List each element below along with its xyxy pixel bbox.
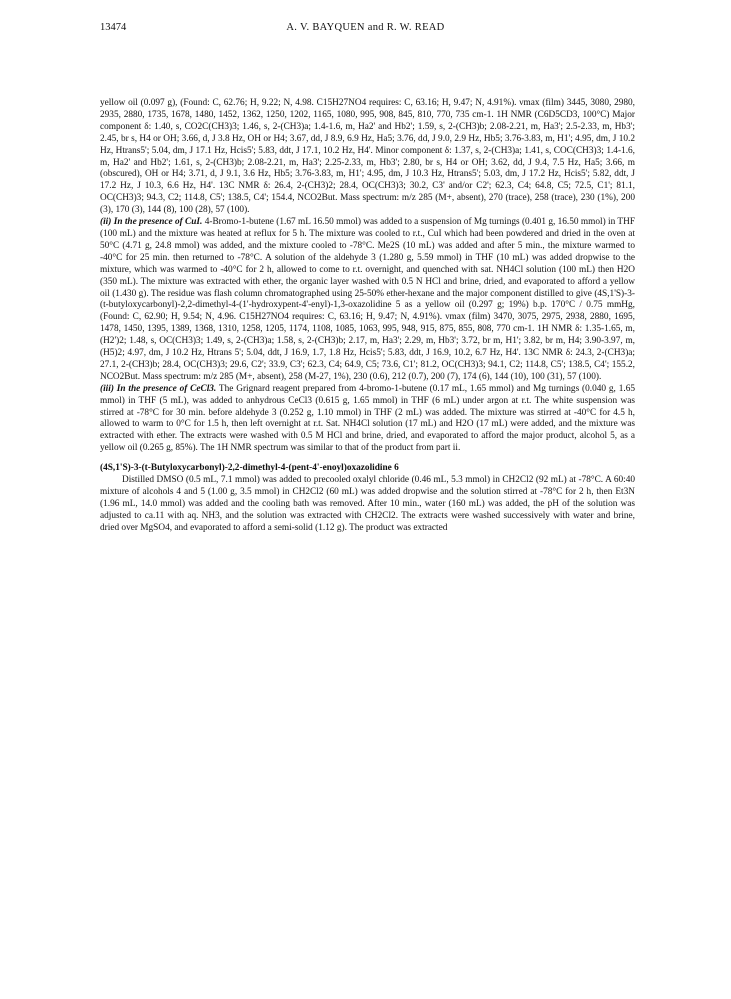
running-header [100, 22, 631, 38]
page-number: 13474 [100, 22, 127, 33]
paragraph-label: (ii) In the presence of CuI. [100, 217, 203, 228]
running-header-authors: A. V. BAYQUEN and R. W. READ [286, 22, 445, 33]
section-heading: (4S,1'S)-3-(t-Butyloxycarbonyl)-2,2-dimethyl-4-(pent-4'-enoyl)oxazolidine 6 [100, 463, 399, 474]
paragraph-cecl3-method [100, 384, 635, 455]
article-body [100, 98, 635, 535]
paragraph-cui-method [100, 217, 635, 384]
paragraph-text: 4-Bromo-1-butene (1.67 mL 16.50 mmol) was added to a suspension of Mg turnings (0.401 g, 16.50 mmol) in THF (100 mL) and the mixture was heated at reflux for 5 h. The mixture was cooled to r.t., CuI which had been powdered and dried in the oven at 50°C (4.71 g, 24.8 mmol) was added, and the mixture cooled to -78°C. Me2S (10 mL) was added and after 5 min., the mixture warmed to -40°C for 25 min. then returned to -78°C. A solution of the aldehyde 3 (1.280 g, 5.59 mmol) in THF (10 mL) was added dropwise to the mixture, which was warmed to -40°C for 2 h, allowed to come to r.t. overnight, and quenched with sat. NH4Cl solution (100 mL) then H2O (350 mL). The mixture was extracted with ether, the organic layer washed with 0.5 N HCl and brine, dried, and evaporated to afford a yellow oil (1.430 g). The residue was flash column chromatographed using 25-50% ether-hexane and the major component distilled to give (4S,1'S)-3-(t-butyloxycarbonyl)-2,2-dimethyl-4-(1'-hydroxypent-4'-enyl)-1,3-oxazolidine 5 as a yellow oil (0.297 g; 19%) b.p. 170°C / 0.75 mmHg, (Found: C, 62.90; H, 9.54; N, 4.96. C15H27NO4 requires: C, 63.16; H, 9.47; N, 4.91%). νmax (film) 3470, 3075, 2975, 2938, 2880, 1695, 1478, 1450, 1395, 1389, 1368, 1310, 1258, 1205, 1174, 1108, 1085, 1063, 995, 948, 915, 875, 855, 808, 770 cm-1. 1H NMR δ: 1.35-1.65, m, (H2')2; 1.48, s, OC(CH3)3; 1.49, s, 2-(CH3)a; 1.58, s, 2-(CH3)b; 2.17, m, Ha3'; 2.29, m, Hb3'; 3.72, br m, H1'; 3.82, br m, H4; 3.90-3.97, m, (H5)2; 4.97, dm, J 10.2 Hz, Htrans 5'; 5.04, ddt, J 16.9, 1.7, 1.8 Hz, Hcis5'; 5.83, ddt, J 16.9, 10.2, 6.7 Hz, H4'. 13C NMR δ: 24.3, 2-(CH3)a; 27.1, 2-(CH3)b; 28.4, OC(CH3)3; 29.6, C2'; 33.9, C3'; 62.3, C4; 64.9, C5; 73.6, C1'; 81.2, OC(CH3)3; 94.1, C2; 114.8, C5'; 138.5, C4'; 155.2, NCO2But. Mass spectrum: m/z 285 (M+, absent), 258 (M-27, 1%), 230 (0.6), 212 (0.7), 200 (7), 174 (6), 144 (10), 100 (31), 57 (100). [100, 217, 635, 382]
paragraph-continued-characterization [100, 98, 635, 217]
paragraph-text: yellow oil (0.097 g), (Found: C, 62.76; H, 9.22; N, 4.98. C15H27NO4 requires: C, 63.16; H, 9.47; N, 4.91%). νmax (film) 3445, 3080, 2980, 2935, 2880, 1735, 1678, 1480, 1452, 1362, 1250, 1202, 1165, 1080, 995, 908, 845, 810, 770, 735 cm-1. 1H NMR (C6D5CD3, 100°C) Major component δ: 1.40, s, CO2C(CH3)3; 1.46, s, 2-(CH3)a; 1.4-1.6, m, Ha2' and Hb2'; 1.59, s, 2-(CH3)b; 2.08-2.21, m, Ha3'; 2.5-2.33, m, Hb3'; 2.45, br s, H4 or OH; 3.66, d, J 3.8 Hz, OH or H4; 3.67, dd, J 8.9, 6.9 Hz, Ha5; 3.76, dd, J 9.0, 2.9 Hz, Hb5; 3.76-3.83, m, H1'; 4.95, dm, J 10.2 Hz, Htrans5'; 5.04, dm, J 17.1 Hz, Hcis5'; 5.83, ddt, J 17.1, 10.2 Hz, H4'. Minor component δ: 1.37, s, 2-(CH3)a; 1.41, s, COC(CH3)3; 1.4-1.6, m, Ha2' and Hb2'; 1.61, s, 2-(CH3)b; 2.08-2.21, m, Ha3'; 2.25-2.33, m, Hb3'; 2.80, br s, H4 or OH; 3.62, dd, J 9.4, 7.5 Hz, Ha5; 3.66, m (obscured), OH or H4; 3.71, d, J 9.1, 3.6 Hz, Hb5; 3.76-3.83, m, H1'; 4.95, dm, J 10.3 Hz, Htrans5'; 5.03, dm, J 17.2 Hz, Hcis5'; 5.82, ddt, J 17.2 Hz, J 10.3, 6.6 Hz, H4'. 13C NMR δ: 26.4, 2-(CH3)2; 28.4, OC(CH3)3; 30.2, C3' and/or C2'; 62.3, C4; 64.8, C5; 72.5, C1'; 81.1, OC(CH3)3; 94.3, C2; 114.8, C5'; 138.5, C4'; 154.4, NCO2But. Mass spectrum: m/z 285 (M+, absent), 270 (trace), 258 (trace), 230 (1%), 200 (3), 170 (3), 144 (8), 100 (28), 57 (100). [100, 98, 635, 216]
paragraph-oxidation: Distilled DMSO (0.5 mL, 7.1 mmol) was added to precooled oxalyl chloride (0.46 mL, 5.3 mmol) in CH2Cl2 (92 mL) at -78°C. A 60:40 mixture of alcohols 4 and 5 (1.00 g, 3.5 mmol) in CH2Cl2 (60 mL) was added dropwise and the solution stirred at -78°C for 2 h, then Et3N (1.96 mL, 14.0 mmol) was added and the cooling bath was removed. After 10 min., water (160 mL) was added, the pH of the solution was adjusted to ca.11 with aq. NH3, and the solution was extracted with CH2Cl2. The extracts were washed successively with water and brine, dried over MgSO4, and evaporated to afford a semi-solid (1.12 g). The product was extracted [100, 475, 635, 533]
paragraph-text: The Grignard reagent prepared from 4-bromo-1-butene (0.17 mL, 1.65 mmol) and Mg turnings (0.040 g, 1.65 mmol) in THF (5 mL), was added to anhydrous CeCl3 (0.615 g, 1.65 mmol) in THF (6 mL) under argon at r.t. The white suspension was stirred at -78°C for 30 min. before aldehyde 3 (0.252 g, 1.10 mmol) in THF (2 mL) was added. The mixture was stirred at -40°C for 4.5 h, allowed to warm to 0°C for 1.5 h, then left overnight at r.t. Sat. NH4Cl solution (17 mL) and H2O (17 mL) were added, and the mixture was extracted with ether. The extracts were washed with 0.5 M HCl and brine, dried, and evaporated to afford the major product, alcohol 5, as a yellow oil (0.265 g, 85%). The 1H NMR spectrum was similar to that of the product from part ii. [100, 383, 635, 454]
paragraph-label: (iii) In the presence of CeCl3. [100, 383, 217, 394]
